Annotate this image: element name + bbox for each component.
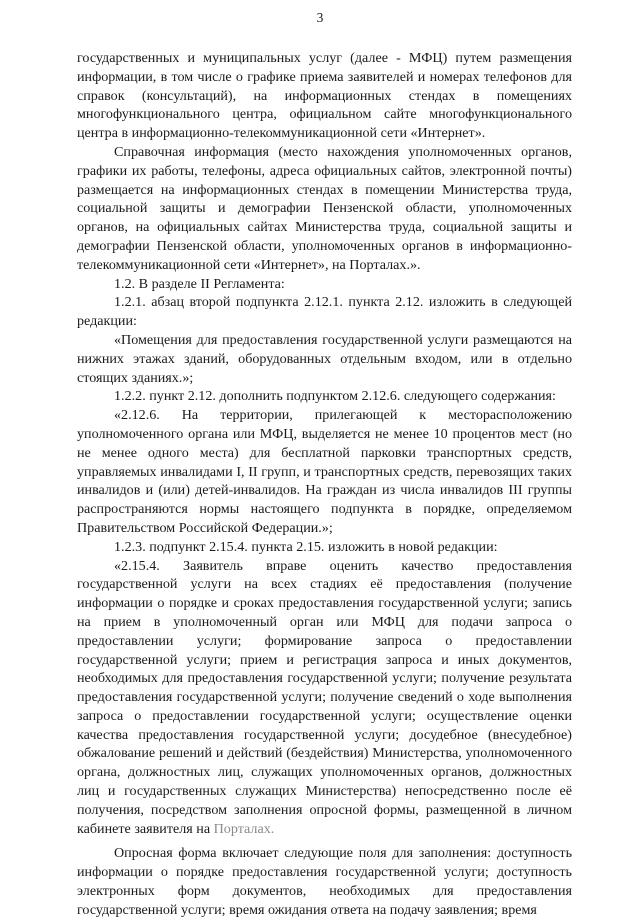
- faded-word-portals: Порталах.: [213, 820, 275, 837]
- paragraph-1-2-2: 1.2.2. пункт 2.12. дополнить подпунктом 2.12.6. следующего содержания:: [114, 388, 556, 405]
- paragraph-2-15-4-text: «2.15.4. Заявитель вправе оценить качество предоставления государственной услуги на всех стадиях её предоставления (получение информации о порядке и сроках предоставления государственной услуги; запись на прием в уполномоченный орган или МФЦ для подачи запроса о предоставлении услуги; формирование запроса о предоставлении государственной услуги; прием и регистрация запроса и иных документов, необходимых для предоставления государственной услуги; получение результата предоставления государственной услуги; получение сведений о ходе выполнения запроса о предоставлении государственной услуги; осуществление оценки качества предоставления государственной услуги; досудебное (внесудебное) обжалование решений и действий (бездействия) Министерства, уполномоченного органа, должностных лиц, служащих уполномоченных органов, должностных лиц и государственных служащих Министерства) непосредственно после её получения, посредством заполнения опросной формы, размещенной в личном кабинете заявителя на: [77, 557, 572, 837]
- page-number: 3: [316, 10, 324, 25]
- paragraph-1-2-1: 1.2.1. абзац второй подпункта 2.12.1. пункта 2.12. изложить в следующей редакции:: [77, 294, 572, 330]
- paragraph-survey-form: Опросная форма включает следующие поля для заполнения: доступность информации о порядке предоставления государственной услуги; доступность электронных форм документов, необходимых для предоставления государственной услуги; время ожидания ответа на подачу заявления; время: [77, 845, 572, 918]
- paragraph-reference-info: Справочная информация (место нахождения уполномоченных органов, графики их работы, телефоны, адреса официальных сайтов, электронной почты) размещается на информационных стендах в помещении Министерства труда, социальной защиты и демографии Пензенской области, уполномоченных органов, на официальных сайтах Министерства труда, социальной защиты и демографии Пензенской области, уполномоченных органов в информационно-телекоммуникационной сети «Интернет», на Порталах.».: [77, 143, 572, 273]
- document-body: [77, 49, 572, 920]
- paragraph-1-2-3: 1.2.3. подпункт 2.15.4. пункта 2.15. изложить в новой редакции:: [114, 538, 498, 555]
- paragraph-1-2: 1.2. В разделе II Регламента:: [114, 275, 285, 292]
- paragraph-premises-quote: «Помещения для предоставления государственной услуги размещаются на нижних этажах зданий, оборудованных отдельным входом, или в отдельно стоящих зданиях.»;: [77, 331, 572, 386]
- paragraph-2-12-6-quote: «2.12.6. На территории, прилегающей к месторасположению уполномоченного органа или МФЦ, выделяется не менее 10 процентов мест (но не менее одного места) для бесплатной парковки транспортных средств, управляемых инвалидами I, II групп, и транспортных средств, перевозящих таких инвалидов и (или) детей-инвалидов. На граждан из числа инвалидов III группы распространяются нормы настоящего подпункта в порядке, определяемом Правительством Российской Федерации.»;: [77, 407, 572, 536]
- paragraph-2-15-4-quote: [77, 557, 572, 839]
- paragraph-mfc-continuation: государственных и муниципальных услуг (далее - МФЦ) путем размещения информации, в том числе о графике приема заявителей и номерах телефонов для справок (консультаций), на информационных стендах в помещениях многофункционального центра, официальном сайте многофункционального центра в информационно-телекоммуникационной сети «Интернет».: [77, 50, 572, 142]
